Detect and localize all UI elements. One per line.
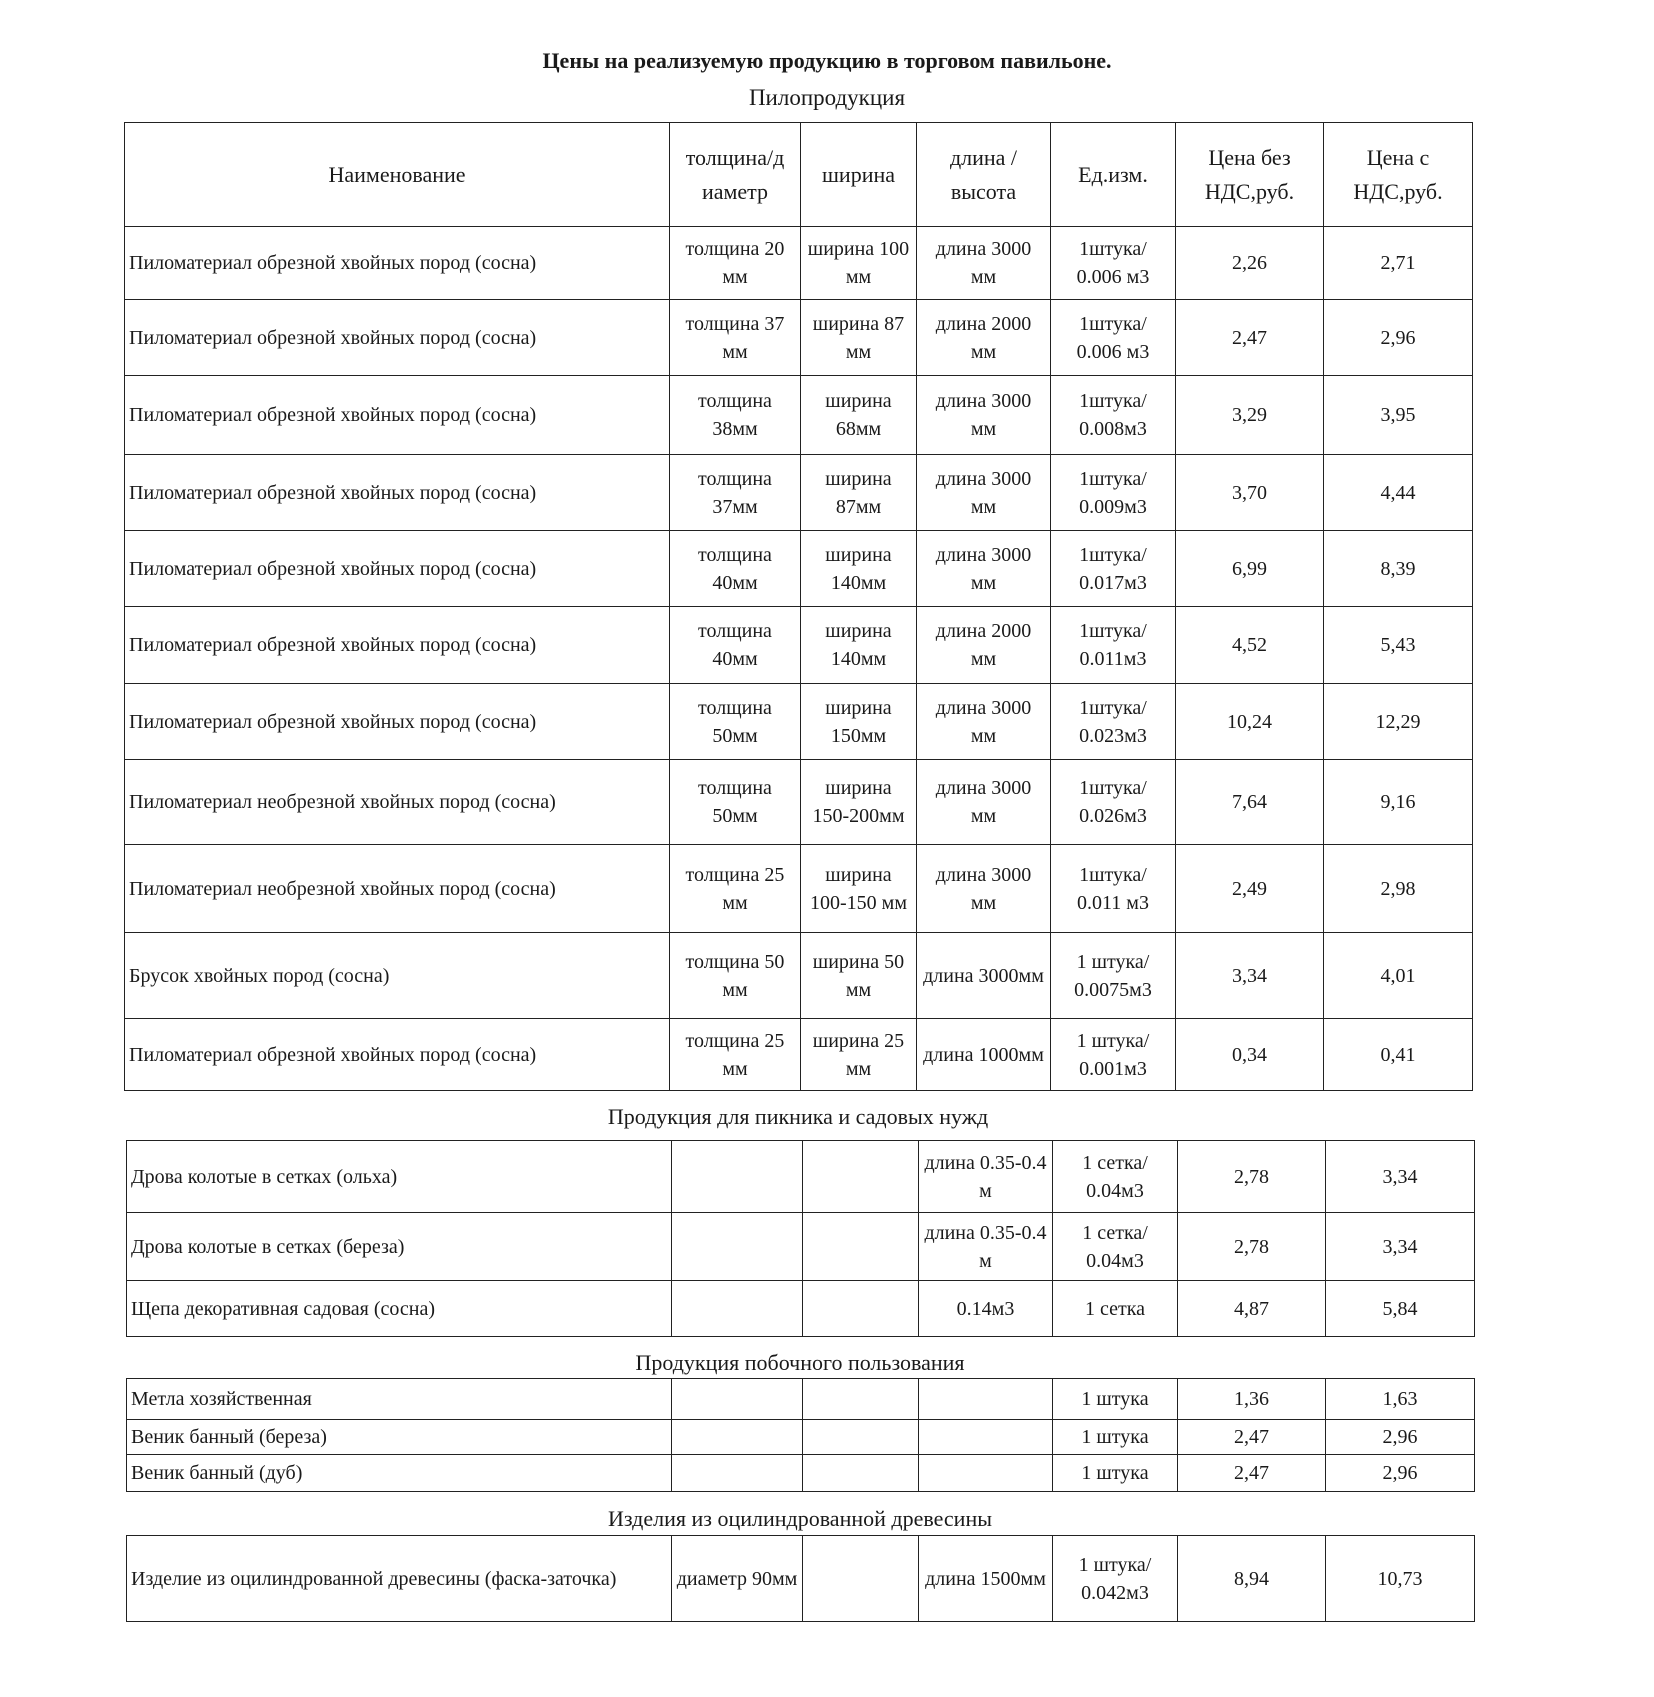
cell-length: длина 3000 мм: [917, 227, 1051, 300]
table-row: [127, 1281, 1475, 1337]
cell-price-gross: 12,29: [1324, 684, 1473, 760]
cell-thickness: толщина 37мм: [670, 455, 801, 531]
cell-price-net: 8,94: [1178, 1536, 1326, 1622]
cell-price-gross: 4,01: [1324, 933, 1473, 1019]
table-row: [125, 376, 1473, 455]
cell-length: длина 0.35-0.4 м: [919, 1141, 1053, 1213]
cell-width: ширина 100-150 мм: [801, 845, 917, 933]
cell-thickness: [672, 1455, 803, 1492]
cell-unit: 1 штука/ 0.0075м3: [1051, 933, 1176, 1019]
header-price-net: Цена без НДС,руб.: [1176, 123, 1324, 227]
cell-thickness: толщина 50мм: [670, 684, 801, 760]
cell-name: Пиломатериал обрезной хвойных пород (сосна): [125, 1019, 670, 1091]
cell-name: Пиломатериал обрезной хвойных пород (сосна): [125, 300, 670, 376]
cell-price-gross: 2,96: [1326, 1420, 1475, 1455]
cell-price-net: 2,47: [1176, 300, 1324, 376]
cell-unit: 1штука/ 0.008м3: [1051, 376, 1176, 455]
table-row: [125, 760, 1473, 845]
cell-name: Веник банный (береза): [127, 1420, 672, 1455]
cell-unit: 1 штука: [1053, 1420, 1178, 1455]
cell-width: [803, 1536, 919, 1622]
cell-length: длина 3000 мм: [917, 455, 1051, 531]
cell-price-net: 2,78: [1178, 1141, 1326, 1213]
cell-price-gross: 10,73: [1326, 1536, 1475, 1622]
cell-price-net: 0,34: [1176, 1019, 1324, 1091]
header-length: длина /высота: [917, 123, 1051, 227]
picnic-price-table: [126, 1140, 1475, 1337]
table-row: [125, 684, 1473, 760]
cell-thickness: [672, 1420, 803, 1455]
cell-unit: 1 штука/ 0.001м3: [1051, 1019, 1176, 1091]
cell-price-gross: 4,44: [1324, 455, 1473, 531]
cell-price-net: 2,47: [1178, 1455, 1326, 1492]
cell-width: ширина 50 мм: [801, 933, 917, 1019]
cell-name: Пиломатериал обрезной хвойных пород (сосна): [125, 455, 670, 531]
table-row: [125, 531, 1473, 607]
section-title-byproducts: Продукция побочного пользования: [635, 1350, 965, 1375]
cell-width: [803, 1379, 919, 1420]
cell-width: ширина 68мм: [801, 376, 917, 455]
table-row: [125, 933, 1473, 1019]
cell-width: ширина 100 мм: [801, 227, 917, 300]
cell-unit: 1 сетка: [1053, 1281, 1178, 1337]
header-unit: Ед.изм.: [1051, 123, 1176, 227]
cell-length: длина 1500мм: [919, 1536, 1053, 1622]
cell-thickness: толщина 50мм: [670, 760, 801, 845]
cell-unit: 1 сетка/ 0.04м3: [1053, 1213, 1178, 1281]
cell-name: Метла хозяйственная: [127, 1379, 672, 1420]
cell-price-gross: 5,43: [1324, 607, 1473, 684]
cell-width: ширина 150-200мм: [801, 760, 917, 845]
table-row: [127, 1379, 1475, 1420]
section-title-rounded-wood: Изделия из оцилиндрованной древесины: [607, 1506, 993, 1531]
cell-unit: 1штука/ 0.026м3: [1051, 760, 1176, 845]
cell-thickness: толщина 25 мм: [670, 845, 801, 933]
cell-price-net: 1,36: [1178, 1379, 1326, 1420]
cell-price-net: 10,24: [1176, 684, 1324, 760]
cell-width: ширина 25 мм: [801, 1019, 917, 1091]
cell-unit: 1штука/ 0.011 м3: [1051, 845, 1176, 933]
cell-price-net: 4,87: [1178, 1281, 1326, 1337]
cell-thickness: [672, 1379, 803, 1420]
table-row: [125, 607, 1473, 684]
cell-name: Щепа декоративная садовая (сосна): [127, 1281, 672, 1337]
table-row: [125, 845, 1473, 933]
cell-length: 0.14м3: [919, 1281, 1053, 1337]
cell-thickness: диаметр 90мм: [672, 1536, 803, 1622]
header-width: ширина: [801, 123, 917, 227]
table-row: [127, 1420, 1475, 1455]
cell-length: длина 1000мм: [917, 1019, 1051, 1091]
table-row: [127, 1536, 1475, 1622]
cell-thickness: толщина 25 мм: [670, 1019, 801, 1091]
cell-thickness: толщина 40мм: [670, 607, 801, 684]
cell-length: длина 2000 мм: [917, 607, 1051, 684]
cell-price-net: 3,29: [1176, 376, 1324, 455]
cell-width: [803, 1455, 919, 1492]
cell-price-gross: 3,95: [1324, 376, 1473, 455]
cell-name: Дрова колотые в сетках (береза): [127, 1213, 672, 1281]
cell-name: Пиломатериал обрезной хвойных пород (сосна): [125, 607, 670, 684]
cell-width: [803, 1141, 919, 1213]
cell-width: ширина 87мм: [801, 455, 917, 531]
cell-name: Пиломатериал необрезной хвойных пород (сосна): [125, 760, 670, 845]
cell-price-gross: 9,16: [1324, 760, 1473, 845]
cell-price-net: 2,26: [1176, 227, 1324, 300]
table-header-row: [125, 123, 1473, 227]
cell-name: Веник банный (дуб): [127, 1455, 672, 1492]
cell-unit: 1 штука/ 0.042м3: [1053, 1536, 1178, 1622]
cell-price-gross: 2,96: [1324, 300, 1473, 376]
cell-length: длина 2000 мм: [917, 300, 1051, 376]
header-name: Наименование: [125, 123, 670, 227]
cell-length: длина 3000мм: [917, 933, 1051, 1019]
cell-price-net: 2,78: [1178, 1213, 1326, 1281]
cell-price-net: 2,47: [1178, 1420, 1326, 1455]
lumber-price-table: [124, 122, 1473, 1091]
cell-width: [803, 1281, 919, 1337]
cell-name: Брусок хвойных пород (сосна): [125, 933, 670, 1019]
cell-price-net: 2,49: [1176, 845, 1324, 933]
cell-price-gross: 1,63: [1326, 1379, 1475, 1420]
cell-name: Изделие из оцилиндрованной древесины (фаска-заточка): [127, 1536, 672, 1622]
cell-width: ширина 140мм: [801, 531, 917, 607]
cell-thickness: [672, 1213, 803, 1281]
cell-unit: 1штука/ 0.017м3: [1051, 531, 1176, 607]
cell-price-gross: 2,96: [1326, 1455, 1475, 1492]
table-row: [125, 227, 1473, 300]
cell-price-gross: 5,84: [1326, 1281, 1475, 1337]
section-title-picnic: Продукция для пикника и садовых нужд: [607, 1104, 989, 1129]
cell-length: длина 3000 мм: [917, 684, 1051, 760]
cell-length: длина 3000 мм: [917, 760, 1051, 845]
header-thickness: толщина/д иаметр: [670, 123, 801, 227]
cell-width: ширина 150мм: [801, 684, 917, 760]
cell-name: Дрова колотые в сетках (ольха): [127, 1141, 672, 1213]
table-row: [125, 300, 1473, 376]
cell-thickness: [672, 1141, 803, 1213]
cell-unit: 1штука/ 0.009м3: [1051, 455, 1176, 531]
cell-unit: 1штука/ 0.006 м3: [1051, 300, 1176, 376]
cell-width: [803, 1213, 919, 1281]
cell-width: [803, 1420, 919, 1455]
cell-thickness: толщина 37 мм: [670, 300, 801, 376]
cell-unit: 1штука/ 0.011м3: [1051, 607, 1176, 684]
table-row: [127, 1213, 1475, 1281]
cell-price-net: 3,70: [1176, 455, 1324, 531]
cell-thickness: толщина 38мм: [670, 376, 801, 455]
table-row: [127, 1141, 1475, 1213]
cell-length: длина 3000 мм: [917, 376, 1051, 455]
cell-name: Пиломатериал необрезной хвойных пород (сосна): [125, 845, 670, 933]
cell-name: Пиломатериал обрезной хвойных пород (сосна): [125, 227, 670, 300]
cell-unit: 1 штука: [1053, 1379, 1178, 1420]
cell-width: ширина 140мм: [801, 607, 917, 684]
cell-width: ширина 87 мм: [801, 300, 917, 376]
table-row: [125, 455, 1473, 531]
header-price-gross: Цена с НДС,руб.: [1324, 123, 1473, 227]
cell-price-net: 6,99: [1176, 531, 1324, 607]
table-row: [127, 1455, 1475, 1492]
cell-thickness: толщина 40мм: [670, 531, 801, 607]
cell-price-gross: 2,98: [1324, 845, 1473, 933]
cell-unit: 1штука/ 0.023м3: [1051, 684, 1176, 760]
cell-unit: 1 штука: [1053, 1455, 1178, 1492]
table-row: [125, 1019, 1473, 1091]
cell-thickness: толщина 20 мм: [670, 227, 801, 300]
cell-thickness: [672, 1281, 803, 1337]
cell-thickness: толщина 50 мм: [670, 933, 801, 1019]
cell-price-net: 3,34: [1176, 933, 1324, 1019]
cell-length: длина 3000 мм: [917, 531, 1051, 607]
cell-length: [919, 1420, 1053, 1455]
rounded-wood-price-table: [126, 1535, 1475, 1622]
cell-price-net: 7,64: [1176, 760, 1324, 845]
cell-unit: 1штука/ 0.006 м3: [1051, 227, 1176, 300]
cell-unit: 1 сетка/ 0.04м3: [1053, 1141, 1178, 1213]
cell-name: Пиломатериал обрезной хвойных пород (сосна): [125, 376, 670, 455]
cell-price-gross: 8,39: [1324, 531, 1473, 607]
cell-length: длина 3000 мм: [917, 845, 1051, 933]
cell-price-net: 4,52: [1176, 607, 1324, 684]
section-title-lumber: Пилопродукция: [748, 85, 906, 110]
cell-price-gross: 2,71: [1324, 227, 1473, 300]
cell-name: Пиломатериал обрезной хвойных пород (сосна): [125, 531, 670, 607]
cell-price-gross: 0,41: [1324, 1019, 1473, 1091]
cell-price-gross: 3,34: [1326, 1213, 1475, 1281]
cell-price-gross: 3,34: [1326, 1141, 1475, 1213]
document-title: Цены на реализуемую продукцию в торговом павильоне.: [542, 48, 1112, 73]
cell-length: длина 0.35-0.4 м: [919, 1213, 1053, 1281]
byproducts-price-table: [126, 1378, 1475, 1492]
cell-length: [919, 1379, 1053, 1420]
cell-name: Пиломатериал обрезной хвойных пород (сосна): [125, 684, 670, 760]
cell-length: [919, 1455, 1053, 1492]
